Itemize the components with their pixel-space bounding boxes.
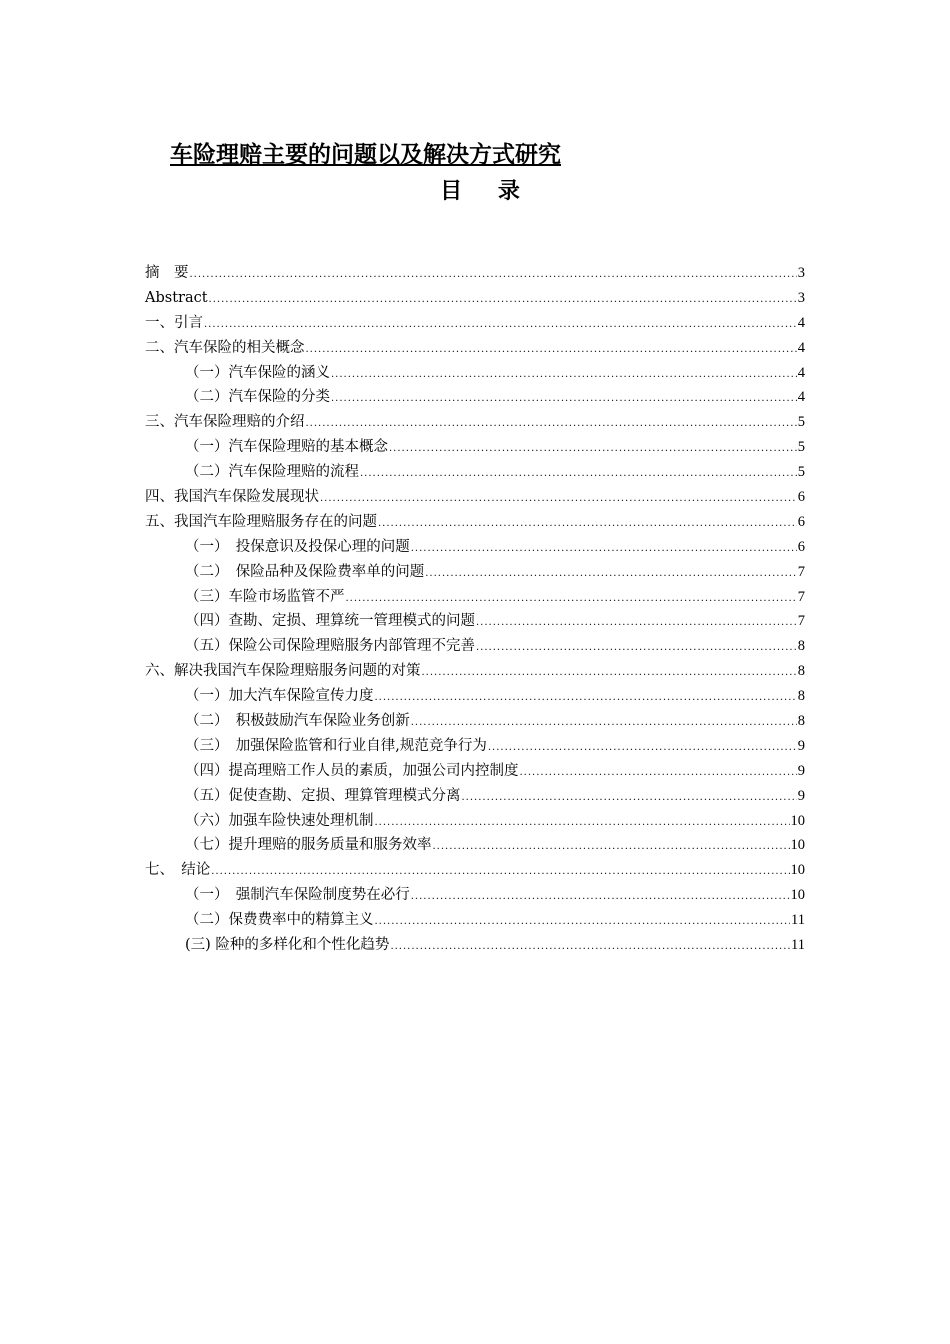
toc-entry-page: 10 — [790, 837, 805, 854]
toc-entry-title: （二） 积极鼓励汽车保险业务创新 — [185, 713, 410, 730]
toc-entry[interactable] — [145, 833, 805, 858]
toc-leader-dots — [190, 263, 797, 288]
toc-entry[interactable] — [145, 634, 805, 659]
toc-entry-page: 9 — [797, 737, 805, 754]
table-of-contents — [145, 261, 805, 958]
toc-entry[interactable] — [145, 535, 805, 560]
toc-leader-dots — [211, 860, 789, 885]
toc-entry[interactable] — [145, 510, 805, 535]
toc-leader-dots — [204, 313, 797, 338]
toc-entry-title: （七）提升理赔的服务质量和服务效率 — [185, 837, 432, 854]
toc-leader-dots — [488, 736, 797, 761]
toc-entry-page: 10 — [790, 887, 805, 904]
toc-entry[interactable] — [145, 809, 805, 834]
toc-entry-page: 6 — [797, 538, 805, 555]
toc-entry-page: 5 — [797, 414, 805, 431]
toc-entry[interactable] — [145, 311, 805, 336]
document-title: 车险理赔主要的问题以及解决方式研究 — [170, 142, 561, 168]
toc-entry[interactable] — [145, 385, 805, 410]
toc-leader-dots — [389, 437, 797, 462]
toc-entry-title: 摘 要 — [145, 265, 189, 281]
toc-entry[interactable] — [145, 734, 805, 759]
toc-entry-page: 8 — [797, 713, 805, 730]
toc-entry-title: （三）车险市场监管不严 — [185, 588, 345, 605]
toc-entry-title: （一）加大汽车保险宣传力度 — [185, 688, 374, 705]
toc-entry[interactable] — [145, 485, 805, 510]
toc-leader-dots — [331, 363, 797, 388]
toc-entry-page: 3 — [797, 289, 805, 306]
toc-entry-title: （四）查勘、定损、理算统一管理模式的问题 — [185, 613, 475, 630]
toc-entry-page: 6 — [797, 513, 805, 530]
toc-entry-page: 4 — [797, 364, 805, 381]
toc-entry-title: （五）保险公司保险理赔服务内部管理不完善 — [185, 638, 475, 655]
toc-entry-page: 7 — [797, 588, 805, 605]
toc-entry-page: 7 — [797, 613, 805, 630]
toc-entry[interactable] — [145, 410, 805, 435]
toc-entry-title: 五、我国汽车险理赔服务存在的问题 — [145, 513, 377, 530]
toc-entry-title: （一）汽车保险的涵义 — [185, 364, 330, 381]
toc-leader-dots — [375, 910, 791, 935]
toc-entry-page: 10 — [790, 812, 805, 829]
toc-entry[interactable] — [145, 560, 805, 585]
toc-leader-dots — [411, 711, 797, 736]
toc-entry[interactable] — [145, 784, 805, 809]
toc-entry[interactable] — [145, 883, 805, 908]
toc-entry-page: 9 — [797, 762, 805, 779]
toc-entry-title: （四）提高理赔工作人员的素质，加强公司内控制度 — [185, 762, 519, 779]
toc-entry-page: 4 — [797, 314, 805, 331]
toc-entry-page: 9 — [797, 787, 805, 804]
toc-entry[interactable] — [145, 759, 805, 784]
toc-leader-dots — [378, 512, 797, 537]
toc-leader-dots — [390, 935, 790, 960]
toc-entry[interactable] — [145, 933, 805, 958]
toc-entry-page: 11 — [791, 912, 805, 929]
toc-entry-title: Abstract — [145, 289, 208, 306]
toc-leader-dots — [209, 288, 797, 313]
toc-entry-title: （一）汽车保险理赔的基本概念 — [185, 439, 388, 456]
toc-entry-page: 5 — [797, 439, 805, 456]
toc-leader-dots — [306, 338, 797, 363]
toc-entry-page: 6 — [797, 489, 805, 506]
toc-entry-page: 8 — [797, 638, 805, 655]
toc-entry-title: 四、我国汽车保险发展现状 — [145, 489, 319, 506]
toc-leader-dots — [411, 537, 797, 562]
toc-leader-dots — [411, 885, 790, 910]
toc-entry-page: 8 — [797, 663, 805, 680]
toc-entry-page: 3 — [797, 265, 805, 281]
toc-entry[interactable] — [145, 261, 805, 286]
toc-entry[interactable] — [145, 336, 805, 361]
toc-leader-dots — [476, 636, 797, 661]
toc-leader-dots — [320, 487, 797, 512]
toc-entry[interactable] — [145, 460, 805, 485]
toc-leader-dots — [422, 661, 797, 686]
toc-entry-page: 10 — [790, 862, 805, 879]
toc-entry[interactable] — [145, 435, 805, 460]
toc-entry-title: （二）汽车保险理赔的流程 — [185, 464, 359, 481]
toc-entry[interactable] — [145, 709, 805, 734]
toc-entry-title: (三) 险种的多样化和个性化趋势 — [185, 937, 390, 954]
toc-entry[interactable] — [145, 908, 805, 933]
toc-heading: 目 录 — [440, 179, 534, 204]
toc-leader-dots — [306, 412, 797, 437]
toc-entry[interactable] — [145, 585, 805, 610]
toc-entry-title: 二、汽车保险的相关概念 — [145, 339, 305, 356]
toc-leader-dots — [476, 611, 797, 636]
toc-entry-title: 三、汽车保险理赔的介绍 — [145, 414, 305, 431]
toc-entry-title: （六）加强车险快速处理机制 — [185, 812, 374, 829]
toc-entry[interactable] — [145, 609, 805, 634]
toc-entry[interactable] — [145, 361, 805, 386]
toc-leader-dots — [462, 786, 797, 811]
toc-entry[interactable] — [145, 286, 805, 311]
toc-entry-page: 7 — [797, 563, 805, 580]
toc-leader-dots — [375, 686, 797, 711]
toc-entry-page: 8 — [797, 688, 805, 705]
toc-leader-dots — [520, 761, 797, 786]
toc-entry-title: （二）保费费率中的精算主义 — [185, 912, 374, 929]
toc-entry-title: （一） 强制汽车保险制度势在必行 — [185, 887, 410, 904]
toc-entry-page: 4 — [797, 339, 805, 356]
toc-leader-dots — [331, 387, 797, 412]
toc-entry-page: 11 — [791, 937, 805, 954]
toc-entry-title: （三） 加强保险监管和行业自律,规范竞争行为 — [185, 737, 487, 754]
toc-entry-title: （一） 投保意识及投保心理的问题 — [185, 538, 410, 555]
toc-entry-title: （二） 保险品种及保险费率单的问题 — [185, 563, 425, 580]
toc-entry-title: 一、引言 — [145, 314, 203, 331]
toc-leader-dots — [433, 835, 790, 860]
toc-entry-title: （二）汽车保险的分类 — [185, 389, 330, 406]
toc-entry[interactable] — [145, 659, 805, 684]
toc-entry-title: 六、解决我国汽车保险理赔服务问题的对策 — [145, 663, 421, 680]
toc-entry-page: 4 — [797, 389, 805, 406]
toc-entry-title: 七、 结论 — [145, 862, 211, 879]
toc-leader-dots — [360, 462, 797, 487]
toc-entry-page: 5 — [797, 464, 805, 481]
toc-leader-dots — [375, 811, 790, 836]
toc-leader-dots — [425, 562, 797, 587]
toc-entry[interactable] — [145, 858, 805, 883]
toc-leader-dots — [346, 587, 797, 612]
toc-entry-title: （五）促使查勘、定损、理算管理模式分离 — [185, 787, 461, 804]
toc-entry[interactable] — [145, 684, 805, 709]
